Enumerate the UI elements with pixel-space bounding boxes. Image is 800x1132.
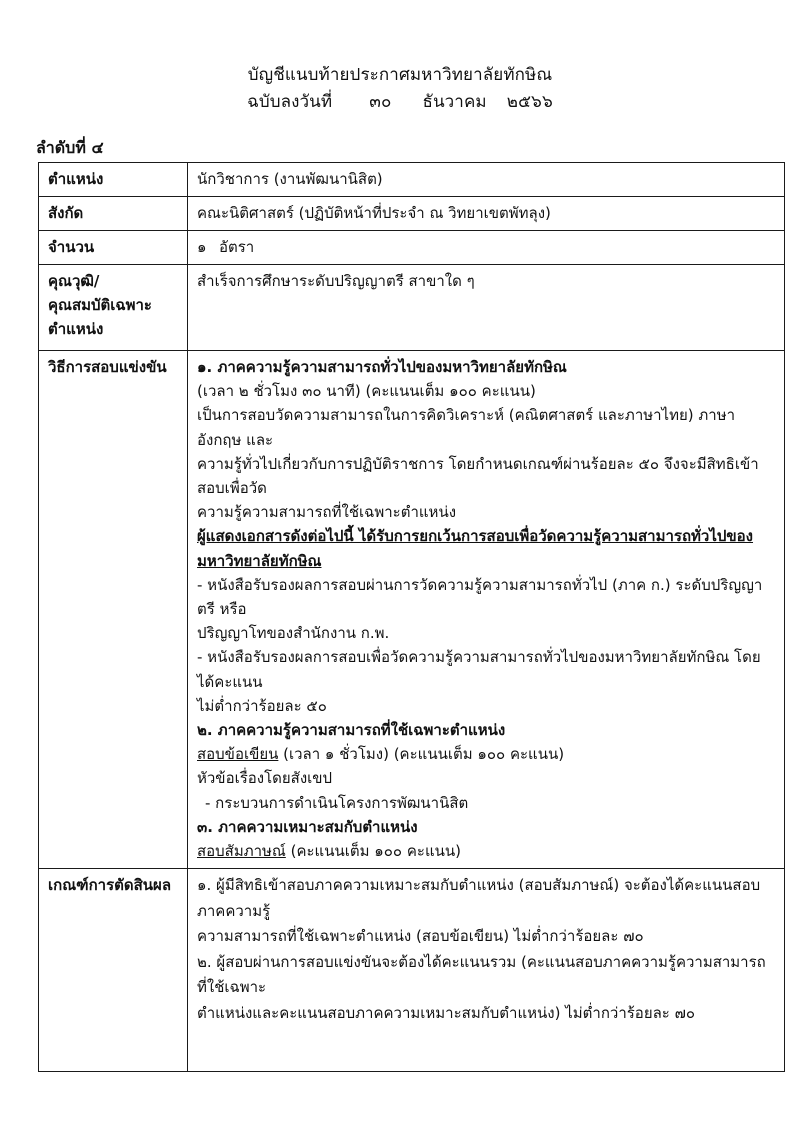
row-label-criteria: เกณฑ์การตัดสินผล	[39, 869, 188, 1072]
order-label: ลำดับที่ ๔	[36, 138, 104, 157]
row-label-quantity: จำนวน	[39, 231, 188, 265]
header-date-prefix: ฉบับลงวันที่	[247, 92, 333, 112]
exemption-heading-line-1: ผู้แสดงเอกสารดังต่อไปนี้ ได้รับการยกเว้นการสอบเพื่อวัดความรู้ความสามารถทั่วไปของ	[197, 527, 754, 546]
quantity-number: ๑	[197, 238, 207, 256]
section-2-exam-detail: (เวลา ๑ ชั่วโมง) (คะแนนเต็ม ๑๐๐ คะแนน)	[278, 745, 565, 764]
row-label-qualification	[39, 265, 188, 351]
header-date-year: ๒๕๖๖	[506, 92, 553, 112]
document-header	[0, 0, 800, 116]
qualification-value-text: สำเร็จการศึกษาระดับปริญญาตรี สาขาใด ๆ	[197, 272, 475, 290]
section-2-exam-type: สอบข้อเขียน	[197, 745, 279, 764]
section-2-topic-label: หัวข้อเรื่องโดยสังเขป	[197, 769, 333, 788]
table-row-position	[39, 163, 785, 197]
row-value-exam-method	[188, 351, 785, 869]
header-date-day: ๓๐	[369, 92, 392, 112]
criteria-item-1-line-1: ๑. ผู้มีสิทธิเข้าสอบภาคความเหมาะสมกับตำแหน่ง (สอบสัมภาษณ์) จะต้องได้คะแนนสอบภาคความรู้	[197, 876, 761, 920]
row-label-exam-method: วิธีการสอบแข่งขัน	[39, 351, 188, 869]
row-value-position: นักวิชาการ (งานพัฒนานิสิต)	[188, 163, 785, 197]
exemption-item-1-line-1: - หนังสือรับรองผลการสอบผ่านการวัดความรู้ความสามารถทั่วไป (ภาค ก.) ระดับปริญญาตรี หรือ	[197, 575, 763, 619]
exemption-heading-line-2: มหาวิทยาลัยทักษิณ	[197, 551, 322, 570]
section-1-body-line-3: ความรู้ความสามารถที่ใช้เฉพาะตำแหน่ง	[197, 503, 457, 522]
row-value-affiliation: คณะนิติศาสตร์ (ปฏิบัติหน้าที่ประจำ ณ วิทยาเขตพัทลุง)	[188, 197, 785, 231]
row-value-qualification	[188, 265, 785, 351]
row-value-criteria	[188, 869, 785, 1072]
section-1-body-line-2: ความรู้ทั่วไปเกี่ยวกับการปฏิบัติราชการ โดยกำหนดเกณฑ์ผ่านร้อยละ ๕๐ จึงจะมีสิทธิเข้าสอบเพื่อวัด	[197, 454, 759, 498]
exemption-item-2-line-2: ไม่ต่ำกว่าร้อยละ ๕๐	[197, 696, 327, 715]
criteria-item-2-line-2: ตำแหน่งและคะแนนสอบภาคความเหมาะสมกับตำแหน่ง) ไม่ต่ำกว่าร้อยละ ๗๐	[197, 1003, 696, 1022]
section-2-heading: ๒. ภาคความรู้ความสามารถที่ใช้เฉพาะตำแหน่ง	[197, 721, 506, 740]
row-label-affiliation: สังกัด	[39, 197, 188, 231]
exemption-item-1-line-2: ปริญญาโทของสำนักงาน ก.พ.	[197, 624, 390, 643]
criteria-item-2-line-1: ๒. ผู้สอบผ่านการสอบแข่งขันจะต้องได้คะแนนรวม (คะแนนสอบภาคความรู้ความสามารถที่ใช้เฉพาะ	[197, 952, 766, 997]
section-2-exam-line	[197, 742, 775, 766]
criteria-item-1-line-2: ความสามารถที่ใช้เฉพาะตำแหน่ง (สอบข้อเขียน) ไม่ต่ำกว่าร้อยละ ๗๐	[197, 927, 644, 946]
section-3-exam-detail: (คะแนนเต็ม ๑๐๐ คะแนน)	[285, 842, 461, 861]
header-date-month: ธันวาคม	[422, 92, 487, 112]
exemption-item-2-line-1: - หนังสือรับรองผลการสอบเพื่อวัดความรู้ความสามารถทั่วไปของมหาวิทยาลัยทักษิณ โดยได้คะแนน	[197, 648, 761, 691]
header-date-line	[0, 89, 800, 116]
table-row-quantity	[39, 231, 785, 265]
section-1-time: (เวลา ๒ ชั่วโมง ๓๐ นาที) (คะแนนเต็ม ๑๐๐ คะแนน)	[197, 382, 536, 401]
section-2-topic-item: - กระบวนการดำเนินโครงการพัฒนานิสิต	[205, 793, 469, 812]
row-value-quantity	[188, 231, 785, 265]
section-3-exam-type: สอบสัมภาษณ์	[197, 842, 286, 861]
qualification-label-line-3: ตำแหน่ง	[48, 320, 104, 338]
table-row-exam-method	[39, 351, 785, 869]
qualification-label-line-2: คุณสมบัติเฉพาะ	[48, 296, 152, 314]
row-label-position: ตำแหน่ง	[39, 163, 188, 197]
section-3-heading: ๓. ภาคความเหมาะสมกับตำแหน่ง	[197, 817, 418, 836]
table-row-qualification	[39, 265, 785, 351]
section-3-exam-line	[197, 839, 775, 863]
section-1-heading: ๑. ภาคความรู้ความสามารถทั่วไปของมหาวิทยาลัยทักษิณ	[197, 358, 567, 376]
section-1-body-line-1: เป็นการสอบวัดความสามารถในการคิดวิเคราะห์ (คณิตศาสตร์ และภาษาไทย) ภาษาอังกฤษ และ	[197, 406, 736, 449]
header-title-line: บัญชีแนบท้ายประกาศมหาวิทยาลัยทักษิณ	[247, 65, 553, 85]
qualification-label-line-1: คุณวุฒิ/	[48, 272, 100, 290]
table-row-affiliation	[39, 197, 785, 231]
criteria-bottom-spacer	[197, 1026, 775, 1066]
position-spec-table	[38, 162, 785, 1072]
quantity-unit: อัตรา	[219, 238, 255, 256]
table-row-criteria	[39, 869, 785, 1072]
